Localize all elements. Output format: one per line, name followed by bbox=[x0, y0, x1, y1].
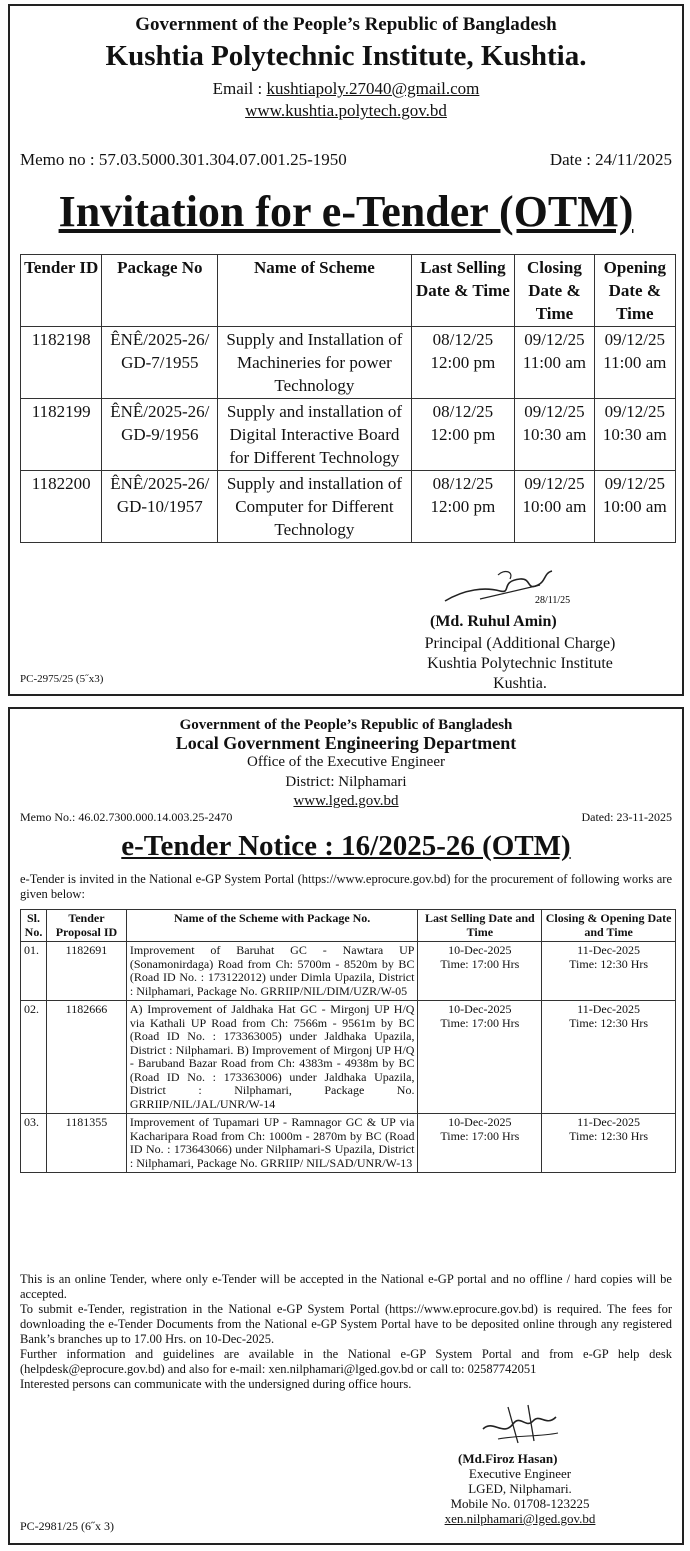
signature-date: 28/11/25 bbox=[535, 595, 571, 606]
date: 09/12/25 bbox=[524, 402, 585, 421]
time: 10:30 am bbox=[602, 425, 667, 444]
date: 09/12/25 bbox=[524, 330, 585, 349]
closing bbox=[515, 399, 594, 471]
note-contact: Interested persons can communicate with the undersigned during office hours. bbox=[20, 1377, 412, 1391]
date: 09/12/25 bbox=[604, 474, 666, 493]
scheme-name: A) Improvement of Jaldhaka Hat GC - Mirgonj UP H/Q via Kathali UP Road from Ch: 7566m - 9561m by BC (Road ID No. : 173363005) under Jaldhaka Upazila, District : Nilphamari. B) Improvement of Mirgonj UP H/Q - Baruband Bazar Road from Ch: 4383m - 4938m by BC (Road ID No. : 173363006) under Jaldhaka Upazila, District : Nilphamari, Package No. GRRIIP/NIL/JAL/UNR/W-14 bbox=[126, 1001, 418, 1114]
tender-table bbox=[20, 254, 676, 543]
time: 10:00 am bbox=[602, 497, 667, 516]
tender-notice-kushtia bbox=[8, 4, 684, 696]
signatory-place: Kushtia. bbox=[493, 675, 547, 692]
signatory-block bbox=[410, 1466, 630, 1526]
last-selling bbox=[418, 1114, 542, 1173]
tender-notice-lged bbox=[8, 707, 684, 1545]
date: 09/12/25 bbox=[604, 402, 666, 421]
memo-date: Date : 24/11/2025 bbox=[549, 150, 672, 169]
scheme-name: Improvement of Baruhat GC - Nawtara UP (Sonamonirdaga) Road from Ch: 5700m - 8520m by BC (Road ID No. : 173122012) under Dimla Upazila, District : Nilphamari, Package No. GRRIIP/NIL/DIM/UZR/W-05 bbox=[126, 942, 418, 1001]
closing-opening bbox=[542, 1001, 676, 1114]
serial-no: 03. bbox=[21, 1114, 47, 1173]
signatory-org: Kushtia Polytechnic Institute bbox=[427, 655, 613, 672]
table-row bbox=[21, 942, 676, 1001]
time: Time: 12:30 Hrs bbox=[569, 1015, 649, 1030]
time: Time: 17:00 Hrs bbox=[440, 1128, 520, 1143]
header-scheme: Name of Scheme bbox=[218, 255, 411, 327]
table-row bbox=[21, 327, 676, 399]
closing-opening bbox=[542, 942, 676, 1001]
email-label: Email : bbox=[212, 79, 267, 98]
memo-number: Memo No.: 46.02.7300.000.14.003.25-2470 bbox=[20, 810, 233, 824]
gov-heading: Government of the People’s Republic of Bangladesh bbox=[179, 717, 513, 733]
website-link[interactable]: www.lged.gov.bd bbox=[293, 793, 399, 809]
proposal-id: 1182666 bbox=[46, 1001, 126, 1114]
signature-ruhul-amin bbox=[440, 561, 590, 611]
tender-table bbox=[20, 909, 676, 1173]
table-row bbox=[21, 399, 676, 471]
table-row bbox=[21, 471, 676, 543]
memo-date: Dated: 23-11-2025 bbox=[581, 810, 672, 824]
website-link[interactable]: www.kushtia.polytech.gov.bd bbox=[245, 101, 447, 120]
header-last-selling: Last Selling Date & Time bbox=[411, 255, 515, 327]
signatory-block bbox=[400, 634, 640, 694]
serial-no: 02. bbox=[21, 1001, 47, 1114]
date: 10-Dec-2025 bbox=[448, 1002, 512, 1016]
time: Time: 17:00 Hrs bbox=[440, 956, 520, 971]
tender-id: 1182199 bbox=[21, 399, 102, 471]
opening bbox=[594, 471, 675, 543]
time: Time: 12:30 Hrs bbox=[569, 956, 649, 971]
opening bbox=[594, 399, 675, 471]
gov-heading: Government of the People’s Republic of Bangladesh bbox=[135, 14, 557, 35]
signatory-title: Principal (Additional Charge) bbox=[424, 635, 616, 652]
last-selling bbox=[411, 471, 515, 543]
time: 10:30 am bbox=[522, 425, 587, 444]
proposal-id: 1182691 bbox=[46, 942, 126, 1001]
header-tender-id: Tender ID bbox=[21, 255, 102, 327]
last-selling bbox=[411, 399, 515, 471]
closing bbox=[515, 327, 594, 399]
intro-paragraph: e-Tender is invited in the National e-GP System Portal (https://www.eprocure.gov.bd) for the procurement of following works are given below: bbox=[20, 872, 672, 901]
memo-number: Memo no : 57.03.5000.301.304.07.001.25-1950 bbox=[20, 150, 347, 169]
signatory-name: (Md. Ruhul Amin) bbox=[430, 613, 557, 630]
header-opening: Opening Date & Time bbox=[594, 255, 675, 327]
time: 10:00 am bbox=[522, 497, 587, 516]
package-suffix: GD-9/1956 bbox=[121, 425, 199, 444]
time: Time: 17:00 Hrs bbox=[440, 1015, 520, 1030]
header-last-selling: Last Selling Date and Time bbox=[418, 910, 542, 942]
signatory-org: LGED, Nilphamari. bbox=[468, 1481, 572, 1496]
package-prefix: ÊNÊ/2025-26/ bbox=[110, 330, 210, 349]
pc-code: PC-2981/25 (6˝x 3) bbox=[20, 1519, 114, 1533]
date: 11-Dec-2025 bbox=[577, 1002, 641, 1016]
proposal-id: 1181355 bbox=[46, 1114, 126, 1173]
header-closing-opening: Closing & Opening Date and Time bbox=[542, 910, 676, 942]
date: 11-Dec-2025 bbox=[577, 943, 641, 957]
time: Time: 12:30 Hrs bbox=[569, 1128, 649, 1143]
serial-no: 01. bbox=[21, 942, 47, 1001]
scheme-name: Supply and installation of Computer for Different Technology bbox=[218, 471, 411, 543]
website-line bbox=[10, 101, 682, 121]
scheme-name: Supply and Installation of Machineries for power Technology bbox=[218, 327, 411, 399]
header-package-no: Package No bbox=[102, 255, 218, 327]
closing bbox=[515, 471, 594, 543]
page-title: Invitation for e-Tender (OTM) bbox=[58, 187, 634, 236]
email-line bbox=[10, 79, 682, 99]
date: 08/12/25 bbox=[432, 474, 494, 493]
notes-block bbox=[20, 1272, 672, 1392]
time: 12:00 pm bbox=[430, 497, 496, 516]
tender-id: 1182198 bbox=[21, 327, 102, 399]
package-prefix: ÊNÊ/2025-26/ bbox=[110, 474, 210, 493]
note-further-info: Further information and guidelines are available in the National e-GP System Portal and from e-GP help desk (helpdesk@eprocure.gov.bd) and also for e-mail: xen.nilphamari@lged.gov.bd or call to: 02587742051 bbox=[20, 1347, 672, 1376]
email-link[interactable]: kushtiapoly.27040@gmail.com bbox=[266, 79, 480, 98]
signature-firoz-hasan bbox=[478, 1399, 578, 1449]
last-selling bbox=[418, 942, 542, 1001]
package-no bbox=[102, 471, 218, 543]
website-line bbox=[10, 793, 682, 810]
last-selling bbox=[418, 1001, 542, 1114]
header-scheme: Name of the Scheme with Package No. bbox=[126, 910, 418, 942]
package-suffix: GD-10/1957 bbox=[116, 497, 203, 516]
last-selling bbox=[411, 327, 515, 399]
institute-name: Kushtia Polytechnic Institute, Kushtia. bbox=[105, 40, 587, 72]
pc-code: PC-2975/25 (5˝x3) bbox=[20, 673, 104, 685]
header-proposal-id: Tender Proposal ID bbox=[46, 910, 126, 942]
time: 12:00 pm bbox=[430, 353, 496, 372]
closing-opening bbox=[542, 1114, 676, 1173]
signatory-name: (Md.Firoz Hasan) bbox=[458, 1451, 558, 1466]
header-sl: Sl. No. bbox=[21, 910, 47, 942]
note-registration: To submit e-Tender, registration in the National e-GP System Portal (https://www.eprocure.gov.bd) is required. The fees for downloading the e-Tender Documents from the National e-GP System Portal have to be deposited online through any registered Bank’s branches up to 17.00 Hrs. on 10-Dec-2025. bbox=[20, 1302, 672, 1346]
date: 11-Dec-2025 bbox=[577, 1115, 641, 1129]
scheme-name: Supply and installation of Digital Interactive Board for Different Technology bbox=[218, 399, 411, 471]
district-name: District: Nilphamari bbox=[285, 774, 407, 790]
signatory-email[interactable]: xen.nilphamari@lged.gov.bd bbox=[444, 1511, 596, 1526]
opening bbox=[594, 327, 675, 399]
date: 09/12/25 bbox=[604, 330, 666, 349]
date: 08/12/25 bbox=[432, 402, 494, 421]
scheme-name: Improvement of Tupamari UP - Ramnagor GC & UP via Kacharipara Road from Ch: 1000m - 2870m by BC (Road ID No. : 173643066) under Nilphamari-S Upazila, District : Nilphamari, Package No. GRRIIP/ NIL/SAD/UNR/W-13 bbox=[126, 1114, 418, 1173]
time: 11:00 am bbox=[603, 353, 667, 372]
package-no bbox=[102, 399, 218, 471]
table-row bbox=[21, 1001, 676, 1114]
date: 10-Dec-2025 bbox=[448, 943, 512, 957]
time: 12:00 pm bbox=[430, 425, 496, 444]
package-suffix: GD-7/1955 bbox=[121, 353, 199, 372]
office-name: Office of the Executive Engineer bbox=[247, 754, 445, 770]
signatory-mobile: Mobile No. 01708-123225 bbox=[450, 1496, 590, 1511]
page-title: e-Tender Notice : 16/2025-26 (OTM) bbox=[121, 830, 571, 862]
tender-id: 1182200 bbox=[21, 471, 102, 543]
date: 09/12/25 bbox=[524, 474, 585, 493]
date: 10-Dec-2025 bbox=[448, 1115, 512, 1129]
package-prefix: ÊNÊ/2025-26/ bbox=[110, 402, 210, 421]
department-name: Local Government Engineering Department bbox=[175, 733, 517, 753]
header-closing: Closing Date & Time bbox=[515, 255, 594, 327]
table-row bbox=[21, 1114, 676, 1173]
package-no bbox=[102, 327, 218, 399]
note-online-only: This is an online Tender, where only e-Tender will be accepted in the National e-GP portal and no offline / hard copies will be accepted. bbox=[20, 1272, 672, 1301]
time: 11:00 am bbox=[522, 353, 586, 372]
date: 08/12/25 bbox=[432, 330, 494, 349]
signatory-title: Executive Engineer bbox=[468, 1466, 572, 1481]
